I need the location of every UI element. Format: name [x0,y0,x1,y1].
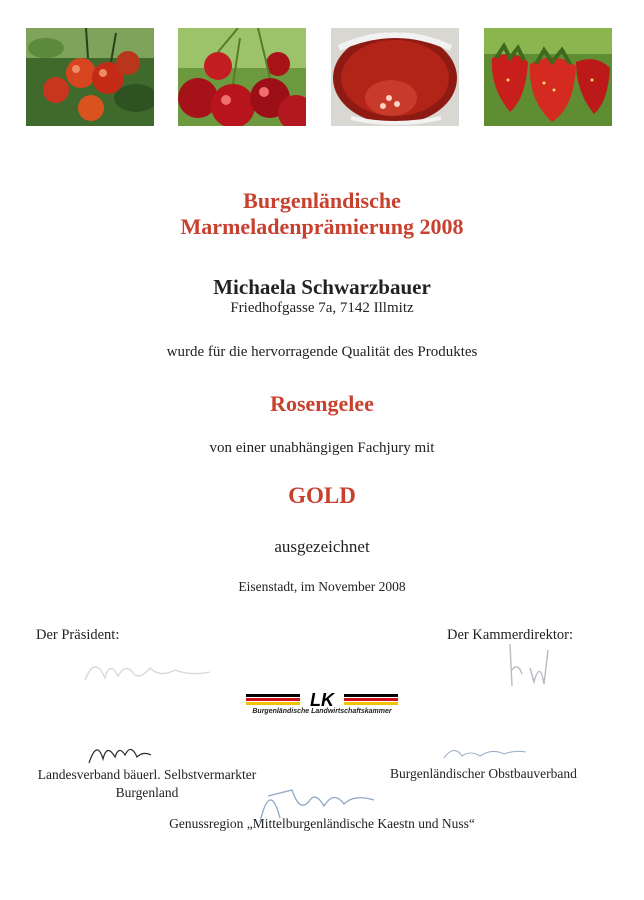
landesverband-signature [85,735,155,769]
place-date: Eisenstadt, im November 2008 [238,579,406,594]
certificate-title-line2: Marmeladenprämierung 2008 [180,214,464,239]
recipient-name: Michaela Schwarzbauer [213,275,431,299]
certificate-title-line1: Burgenländische [243,188,401,213]
jam-jar-photo [331,28,459,126]
cherries-photo [178,28,306,126]
lk-logo-caption: Burgenländische Landwirtschaftskammer [252,708,392,715]
director-label: Der Kammerdirektor: [447,627,574,643]
jury-text: von einer unabhängigen Fachjury mit [209,440,435,456]
product-name: Rosengelee [270,391,374,416]
statement-text: wurde für die hervorragende Qualität des Produktes [166,344,478,360]
president-label: Der Präsident: [36,627,120,643]
landesverband-region: Burgenland [115,785,179,800]
director-signature [500,640,560,690]
president-signature [80,650,220,690]
landesverband-block [36,766,258,802]
strawberries-photo [484,28,612,126]
rosehip-photo [26,28,154,126]
photo-strip [0,28,644,126]
genussregion-name: Genussregion „Mittelburgenländische Kaestn und Nuss“ [169,816,475,831]
obstbauverband-name: Burgenländischer Obstbauverband [390,766,577,781]
lk-logo-letters: LK [310,690,334,710]
landesverband-name: Landesverband bäuerl. Selbstvermarkter [37,767,257,782]
recipient-address: Friedhofgasse 7a, 7142 Illmitz [230,300,414,316]
obstbau-signature [440,738,530,766]
awarded-text: ausgezeichnet [274,537,370,556]
award-level: GOLD [288,483,356,508]
